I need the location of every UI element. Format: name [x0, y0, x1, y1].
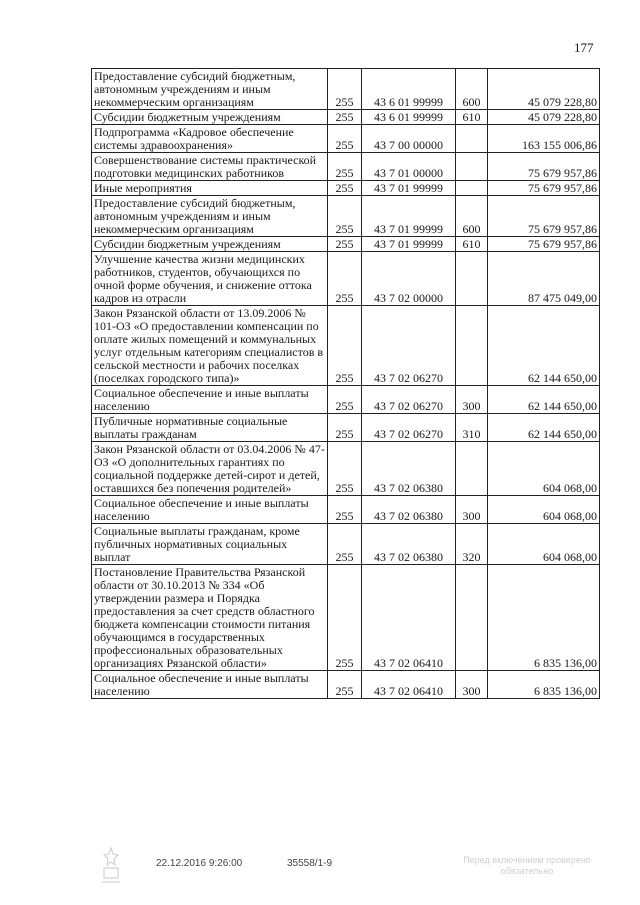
- row-ved-code: 255: [328, 196, 362, 237]
- row-csr-code: 43 7 02 06270: [362, 414, 456, 442]
- row-ved-code: 255: [328, 386, 362, 414]
- row-amount: 75 679 957,86: [488, 153, 600, 181]
- row-ved-code: 255: [328, 153, 362, 181]
- footer-watermark: [452, 855, 602, 877]
- row-description: Закон Рязанской области от 13.09.2006 № 101-ОЗ «О предоставлении компенсации по оплате жилых помещений и коммунальных услуг отдельным категориям специалистов в сельской местности и рабочих поселках (поселках городского типа)»: [92, 306, 328, 386]
- row-ved-code: 255: [328, 181, 362, 196]
- row-csr-code: 43 7 01 00000: [362, 153, 456, 181]
- row-vr-code: [456, 565, 488, 671]
- row-ved-code: 255: [328, 306, 362, 386]
- table-row: [92, 524, 600, 565]
- row-ved-code: 255: [328, 110, 362, 125]
- row-description: Социальные выплаты гражданам, кроме публичных нормативных социальных выплат: [92, 524, 328, 565]
- row-amount: 87 475 049,00: [488, 252, 600, 306]
- row-amount: 45 079 228,80: [488, 69, 600, 110]
- table-row: [92, 237, 600, 252]
- row-amount: 604 068,00: [488, 524, 600, 565]
- table-body: [92, 69, 600, 699]
- row-amount: 62 144 650,00: [488, 414, 600, 442]
- row-csr-code: 43 7 01 99999: [362, 237, 456, 252]
- table-row: [92, 125, 600, 153]
- row-ved-code: 255: [328, 565, 362, 671]
- table-row: [92, 414, 600, 442]
- page-number: 177: [574, 40, 594, 55]
- row-description: Предоставление субсидий бюджетным, автономным учреждениям и иным некоммерческим организациям: [92, 69, 328, 110]
- row-ved-code: 255: [328, 69, 362, 110]
- row-description: Социальное обеспечение и иные выплаты населению: [92, 671, 328, 699]
- row-vr-code: 320: [456, 524, 488, 565]
- row-description: Публичные нормативные социальные выплаты гражданам: [92, 414, 328, 442]
- row-csr-code: 43 7 00 00000: [362, 125, 456, 153]
- footer-doc-id: 35558/1-9: [287, 858, 333, 869]
- stamp-logo-icon: [100, 846, 122, 886]
- row-ved-code: 255: [328, 442, 362, 496]
- row-amount: 62 144 650,00: [488, 306, 600, 386]
- row-csr-code: 43 7 02 06380: [362, 524, 456, 565]
- row-vr-code: 300: [456, 496, 488, 524]
- row-description: Подпрограмма «Кадровое обеспечение системы здравоохранения»: [92, 125, 328, 153]
- row-description: Закон Рязанской области от 03.04.2006 № 47-ОЗ «О дополнительных гарантиях по социальной поддержке детей-сирот и детей, оставшихся без попечения родителей»: [92, 442, 328, 496]
- table-row: [92, 110, 600, 125]
- table-row: [92, 196, 600, 237]
- table-row: [92, 671, 600, 699]
- row-ved-code: 255: [328, 125, 362, 153]
- row-csr-code: 43 7 01 99999: [362, 181, 456, 196]
- row-vr-code: [456, 181, 488, 196]
- row-amount: 75 679 957,86: [488, 196, 600, 237]
- row-amount: 604 068,00: [488, 442, 600, 496]
- table-row: [92, 386, 600, 414]
- watermark-line-1: Перед включением проверено: [463, 855, 591, 865]
- row-csr-code: 43 7 02 00000: [362, 252, 456, 306]
- row-vr-code: [456, 125, 488, 153]
- row-ved-code: 255: [328, 671, 362, 699]
- row-amount: 6 835 136,00: [488, 565, 600, 671]
- table-row: [92, 565, 600, 671]
- row-description: Социальное обеспечение и иные выплаты населению: [92, 386, 328, 414]
- row-description: Постановление Правительства Рязанской области от 30.10.2013 № 334 «Об утверждении размера и Порядка предоставления за счет средств областного бюджета компенсации стоимости питания обучающимся в государственных профессиональных образовательных организациях Рязанской области»: [92, 565, 328, 671]
- row-description: Улучшение качества жизни медицинских работников, студентов, обучающихся по очной форме обучения, и снижение оттока кадров из отрасли: [92, 252, 328, 306]
- row-amount: 75 679 957,86: [488, 181, 600, 196]
- row-csr-code: 43 7 02 06380: [362, 442, 456, 496]
- row-csr-code: 43 6 01 99999: [362, 69, 456, 110]
- footer-timestamp: 22.12.2016 9:26:00: [156, 858, 243, 869]
- row-csr-code: 43 6 01 99999: [362, 110, 456, 125]
- row-ved-code: 255: [328, 252, 362, 306]
- row-csr-code: 43 7 02 06380: [362, 496, 456, 524]
- table-row: [92, 252, 600, 306]
- row-description: Субсидии бюджетным учреждениям: [92, 237, 328, 252]
- table-row: [92, 442, 600, 496]
- budget-table: [91, 68, 600, 699]
- table-row: [92, 306, 600, 386]
- row-amount: 604 068,00: [488, 496, 600, 524]
- row-vr-code: 300: [456, 671, 488, 699]
- row-amount: 6 835 136,00: [488, 671, 600, 699]
- row-amount: 62 144 650,00: [488, 386, 600, 414]
- row-vr-code: 600: [456, 196, 488, 237]
- row-ved-code: 255: [328, 237, 362, 252]
- table-row: [92, 69, 600, 110]
- table-row: [92, 153, 600, 181]
- row-vr-code: 610: [456, 110, 488, 125]
- table-row: [92, 181, 600, 196]
- row-amount: 45 079 228,80: [488, 110, 600, 125]
- row-vr-code: 610: [456, 237, 488, 252]
- row-description: Совершенствование системы практической подготовки медицинских работников: [92, 153, 328, 181]
- row-description: Иные мероприятия: [92, 181, 328, 196]
- row-vr-code: [456, 442, 488, 496]
- row-csr-code: 43 7 01 99999: [362, 196, 456, 237]
- row-description: Предоставление субсидий бюджетным, автономным учреждениям и иным некоммерческим организациям: [92, 196, 328, 237]
- row-vr-code: [456, 306, 488, 386]
- row-ved-code: 255: [328, 496, 362, 524]
- row-amount: 75 679 957,86: [488, 237, 600, 252]
- row-ved-code: 255: [328, 524, 362, 565]
- row-csr-code: 43 7 02 06410: [362, 671, 456, 699]
- row-ved-code: 255: [328, 414, 362, 442]
- watermark-line-2: обязательно: [500, 866, 554, 876]
- row-vr-code: [456, 252, 488, 306]
- row-description: Субсидии бюджетным учреждениям: [92, 110, 328, 125]
- row-vr-code: 310: [456, 414, 488, 442]
- row-vr-code: [456, 153, 488, 181]
- row-amount: 163 155 006,86: [488, 125, 600, 153]
- row-vr-code: 600: [456, 69, 488, 110]
- row-csr-code: 43 7 02 06410: [362, 565, 456, 671]
- row-csr-code: 43 7 02 06270: [362, 306, 456, 386]
- row-vr-code: 300: [456, 386, 488, 414]
- row-description: Социальное обеспечение и иные выплаты населению: [92, 496, 328, 524]
- row-csr-code: 43 7 02 06270: [362, 386, 456, 414]
- table-row: [92, 496, 600, 524]
